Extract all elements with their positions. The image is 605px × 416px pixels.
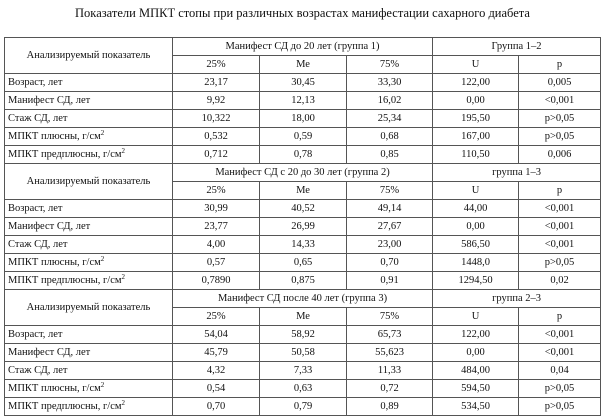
row-label-cell: МПКТ предплюсны, $г/см^2$ [5, 272, 173, 290]
group-title-cell: Манифест СД до 20 лет (группа 1) [173, 38, 433, 56]
value-cell: 12,13 [260, 92, 347, 110]
group-title-cell: Манифест СД после 40 лет (группа 3) [173, 290, 433, 308]
table-row [5, 272, 601, 290]
column-header-cell: p [519, 308, 601, 326]
value-cell: 110,50 [433, 146, 519, 164]
compare-title-cell: группа 2–3 [433, 290, 601, 308]
value-cell: 4,00 [173, 236, 260, 254]
row-label-cell: Манифест СД, лет [5, 344, 173, 362]
column-header-cell: Ме [260, 56, 347, 74]
value-cell: <0,001 [519, 218, 601, 236]
value-cell: 49,14 [347, 200, 433, 218]
value-cell: p>0,05 [519, 254, 601, 272]
value-cell: 0,02 [519, 272, 601, 290]
value-cell: 0,006 [519, 146, 601, 164]
value-cell: 27,67 [347, 218, 433, 236]
value-cell: 1294,50 [433, 272, 519, 290]
value-cell: 0,59 [260, 128, 347, 146]
value-cell: 0,04 [519, 362, 601, 380]
value-cell: 0,89 [347, 398, 433, 416]
table-row [5, 344, 601, 362]
table-title: Показатели МПКТ стопы при различных возрастах манифестации сахарного диабета [75, 6, 530, 20]
row-label-cell: МПКТ плюсны, $г/см^2$ [5, 128, 173, 146]
row-header-cell: Анализируемый показатель [5, 164, 173, 200]
value-cell: 594,50 [433, 380, 519, 398]
value-cell: 0,79 [260, 398, 347, 416]
value-cell: p>0,05 [519, 128, 601, 146]
value-cell: 33,30 [347, 74, 433, 92]
value-cell: 30,45 [260, 74, 347, 92]
value-cell: 65,73 [347, 326, 433, 344]
row-label-cell: Возраст, лет [5, 326, 173, 344]
unit-superscript: 2 [121, 399, 126, 407]
value-cell: 1448,0 [433, 254, 519, 272]
value-cell: p>0,05 [519, 380, 601, 398]
value-cell: 0,54 [173, 380, 260, 398]
row-label-cell: Возраст, лет [5, 200, 173, 218]
value-cell: <0,001 [519, 326, 601, 344]
column-header-cell: 75% [347, 308, 433, 326]
value-cell: 0,63 [260, 380, 347, 398]
value-cell: 0,68 [347, 128, 433, 146]
value-cell: 50,58 [260, 344, 347, 362]
value-cell: 30,99 [173, 200, 260, 218]
value-cell: 0,65 [260, 254, 347, 272]
column-header-cell: U [433, 182, 519, 200]
table-row [5, 236, 601, 254]
row-label-cell: МПКТ плюсны, $г/см^2$ [5, 380, 173, 398]
section-header-row [5, 290, 601, 308]
group-title-cell: Манифест СД с 20 до 30 лет (группа 2) [173, 164, 433, 182]
value-cell: 0,72 [347, 380, 433, 398]
value-cell: 0,875 [260, 272, 347, 290]
value-cell: p>0,05 [519, 110, 601, 128]
value-cell: 0,70 [173, 398, 260, 416]
unit-superscript: 2 [100, 381, 105, 389]
column-header-cell: 75% [347, 182, 433, 200]
value-cell: 0,532 [173, 128, 260, 146]
value-cell: 54,04 [173, 326, 260, 344]
compare-title-cell: группа 1–3 [433, 164, 601, 182]
value-cell: 0,91 [347, 272, 433, 290]
row-label-cell: МПКТ предплюсны, $г/см^2$ [5, 398, 173, 416]
table-row [5, 128, 601, 146]
table-row [5, 254, 601, 272]
table-row [5, 92, 601, 110]
table-row [5, 146, 601, 164]
table-row [5, 200, 601, 218]
section-header-row [5, 38, 601, 56]
value-cell: <0,001 [519, 200, 601, 218]
value-cell: 11,33 [347, 362, 433, 380]
value-cell: 4,32 [173, 362, 260, 380]
value-cell: 16,02 [347, 92, 433, 110]
value-cell: 0,7890 [173, 272, 260, 290]
table-row [5, 398, 601, 416]
unit-superscript: 2 [121, 273, 126, 281]
unit-superscript: 2 [100, 129, 105, 137]
value-cell: 26,99 [260, 218, 347, 236]
value-cell: p>0,05 [519, 398, 601, 416]
value-cell: 58,92 [260, 326, 347, 344]
value-cell: 23,17 [173, 74, 260, 92]
column-header-cell: 25% [173, 308, 260, 326]
row-label-cell: МПКТ предплюсны, $г/см^2$ [5, 146, 173, 164]
value-cell: <0,001 [519, 92, 601, 110]
value-cell: <0,001 [519, 344, 601, 362]
row-label-cell: МПКТ плюсны, $г/см^2$ [5, 254, 173, 272]
value-cell: 7,33 [260, 362, 347, 380]
value-cell: 0,85 [347, 146, 433, 164]
column-header-cell: p [519, 182, 601, 200]
row-label-cell: Манифест СД, лет [5, 218, 173, 236]
value-cell: 484,00 [433, 362, 519, 380]
value-cell: 195,50 [433, 110, 519, 128]
value-cell: 0,712 [173, 146, 260, 164]
row-label-cell: Стаж СД, лет [5, 110, 173, 128]
row-label-cell: Манифест СД, лет [5, 92, 173, 110]
table-row [5, 74, 601, 92]
value-cell: 23,77 [173, 218, 260, 236]
value-cell: 10,322 [173, 110, 260, 128]
value-cell: 0,57 [173, 254, 260, 272]
row-label-cell: Стаж СД, лет [5, 236, 173, 254]
value-cell: 122,00 [433, 74, 519, 92]
value-cell: 55,623 [347, 344, 433, 362]
value-cell: 0,70 [347, 254, 433, 272]
section-header-row [5, 164, 601, 182]
unit-superscript: 2 [121, 147, 126, 155]
value-cell: 122,00 [433, 326, 519, 344]
value-cell: 0,00 [433, 218, 519, 236]
value-cell: 167,00 [433, 128, 519, 146]
row-header-cell: Анализируемый показатель [5, 290, 173, 326]
column-header-cell: U [433, 56, 519, 74]
row-header-cell: Анализируемый показатель [5, 38, 173, 74]
value-cell: 23,00 [347, 236, 433, 254]
value-cell: 534,50 [433, 398, 519, 416]
table-row [5, 218, 601, 236]
column-header-cell: 25% [173, 182, 260, 200]
value-cell: 0,00 [433, 92, 519, 110]
table-row [5, 362, 601, 380]
value-cell: 586,50 [433, 236, 519, 254]
row-label-cell: Возраст, лет [5, 74, 173, 92]
value-cell: 0,00 [433, 344, 519, 362]
table-row [5, 380, 601, 398]
table-row [5, 110, 601, 128]
value-cell: 44,00 [433, 200, 519, 218]
value-cell: 40,52 [260, 200, 347, 218]
table-row [5, 326, 601, 344]
value-cell: 14,33 [260, 236, 347, 254]
column-header-cell: Ме [260, 308, 347, 326]
column-header-cell: p [519, 56, 601, 74]
value-cell: 18,00 [260, 110, 347, 128]
data-table [4, 37, 601, 416]
unit-superscript: 2 [100, 255, 105, 263]
column-header-cell: 25% [173, 56, 260, 74]
compare-title-cell: Группа 1–2 [433, 38, 601, 56]
value-cell: 25,34 [347, 110, 433, 128]
row-label-cell: Стаж СД, лет [5, 362, 173, 380]
value-cell: <0,001 [519, 236, 601, 254]
value-cell: 0,005 [519, 74, 601, 92]
value-cell: 9,92 [173, 92, 260, 110]
column-header-cell: 75% [347, 56, 433, 74]
value-cell: 0,78 [260, 146, 347, 164]
column-header-cell: Ме [260, 182, 347, 200]
column-header-cell: U [433, 308, 519, 326]
value-cell: 45,79 [173, 344, 260, 362]
